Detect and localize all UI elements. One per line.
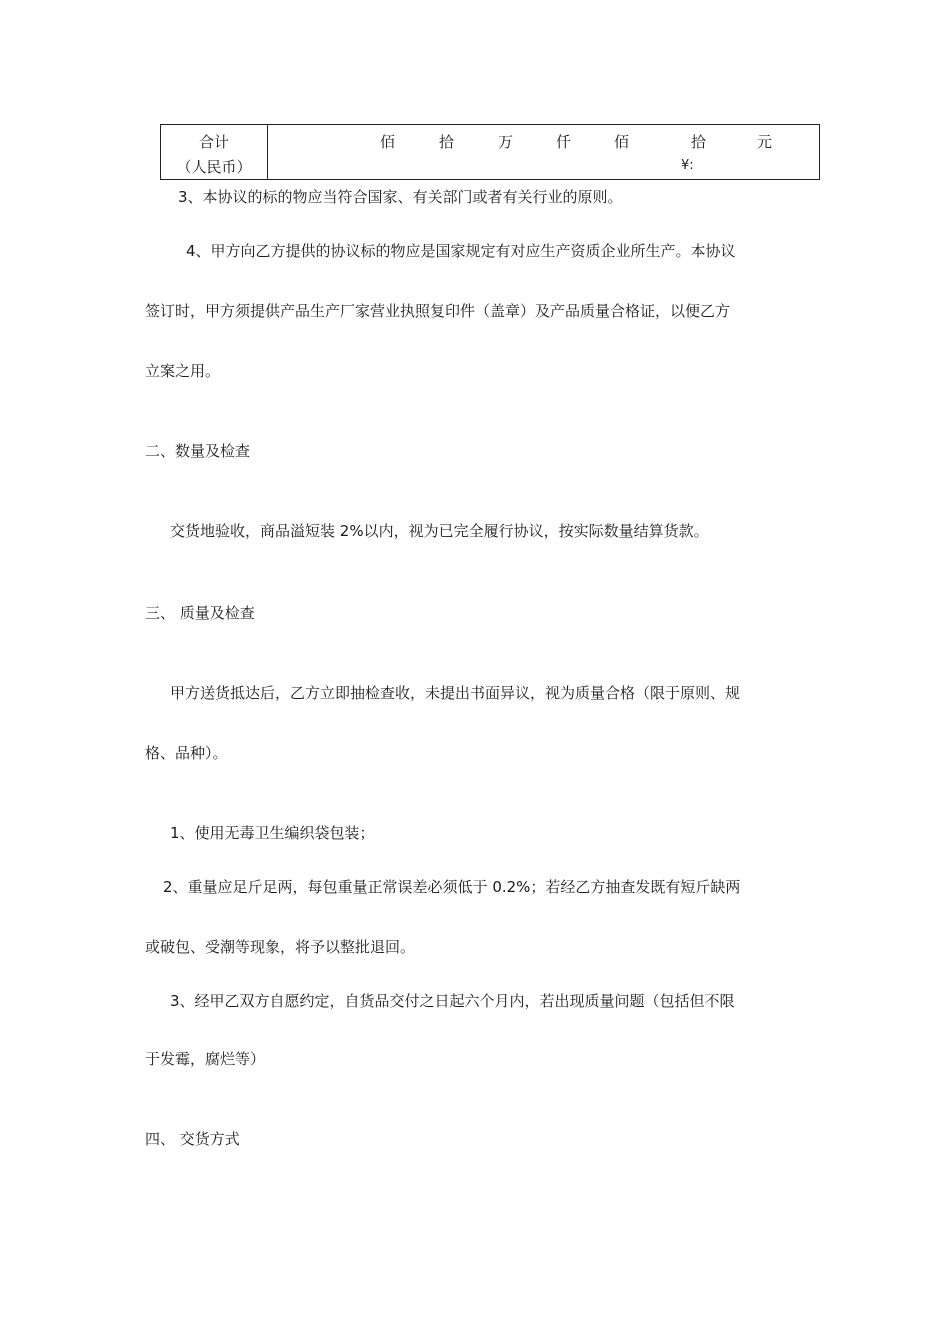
- quality-item-2-line1: 2、重量应足斤足两，每包重量正常误差必须低于 0.2%；若经乙方抽查发既有短斤缺两: [163, 878, 741, 896]
- clause-4-line2: 签订时，甲方须提供产品生产厂家营业执照复印件（盖章）及产品质量合格证，以便乙方: [145, 302, 731, 320]
- section-heading-quantity: 二、数量及检查: [145, 442, 251, 460]
- unit-shi: 拾: [439, 133, 455, 151]
- unit-shi-2: 拾: [691, 133, 707, 151]
- quality-line2: 格、品种）。: [145, 744, 228, 762]
- clause-4-line1: 4、甲方向乙方提供的协议标的物应是国家规定有对应生产资质企业所生产。本协议: [186, 242, 736, 260]
- total-amount-table: [160, 124, 820, 180]
- quality-line1: 甲方送货抵达后，乙方立即抽检查收，未提出书面异议，视为质量合格（限于原则、规: [170, 684, 741, 702]
- currency-label: （人民币）: [176, 158, 252, 176]
- quality-item-3-line2: 于发霉，腐烂等）: [145, 1050, 266, 1068]
- unit-wan: 万: [498, 133, 514, 151]
- quality-item-1: 1、使用无毒卫生编织袋包装；: [170, 824, 375, 842]
- total-label: 合计: [198, 133, 229, 151]
- table-divider: [267, 125, 268, 179]
- clause-4-line3: 立案之用。: [145, 362, 221, 380]
- yen-mark: ¥:: [681, 158, 694, 173]
- unit-bai-2: 佰: [614, 133, 630, 151]
- unit-qian: 仟: [556, 133, 572, 151]
- section-heading-delivery: 四、 交货方式: [145, 1130, 240, 1148]
- quality-item-3-line1: 3、经甲乙双方自愿约定，自货品交付之日起六个月内，若出现质量问题（包括但不限: [170, 992, 735, 1010]
- clause-3: 3、本协议的标的物应当符合国家、有关部门或者有关行业的原则。: [178, 188, 623, 206]
- quantity-text: 交货地验收，商品溢短装 2%以内，视为已完全履行协议，按实际数量结算货款。: [170, 522, 709, 540]
- unit-yuan: 元: [757, 133, 773, 151]
- unit-bai: 佰: [380, 133, 396, 151]
- section-heading-quality: 三、 质量及检查: [145, 604, 255, 622]
- quality-item-2-line2: 或破包、受潮等现象，将予以整批退回。: [145, 938, 416, 956]
